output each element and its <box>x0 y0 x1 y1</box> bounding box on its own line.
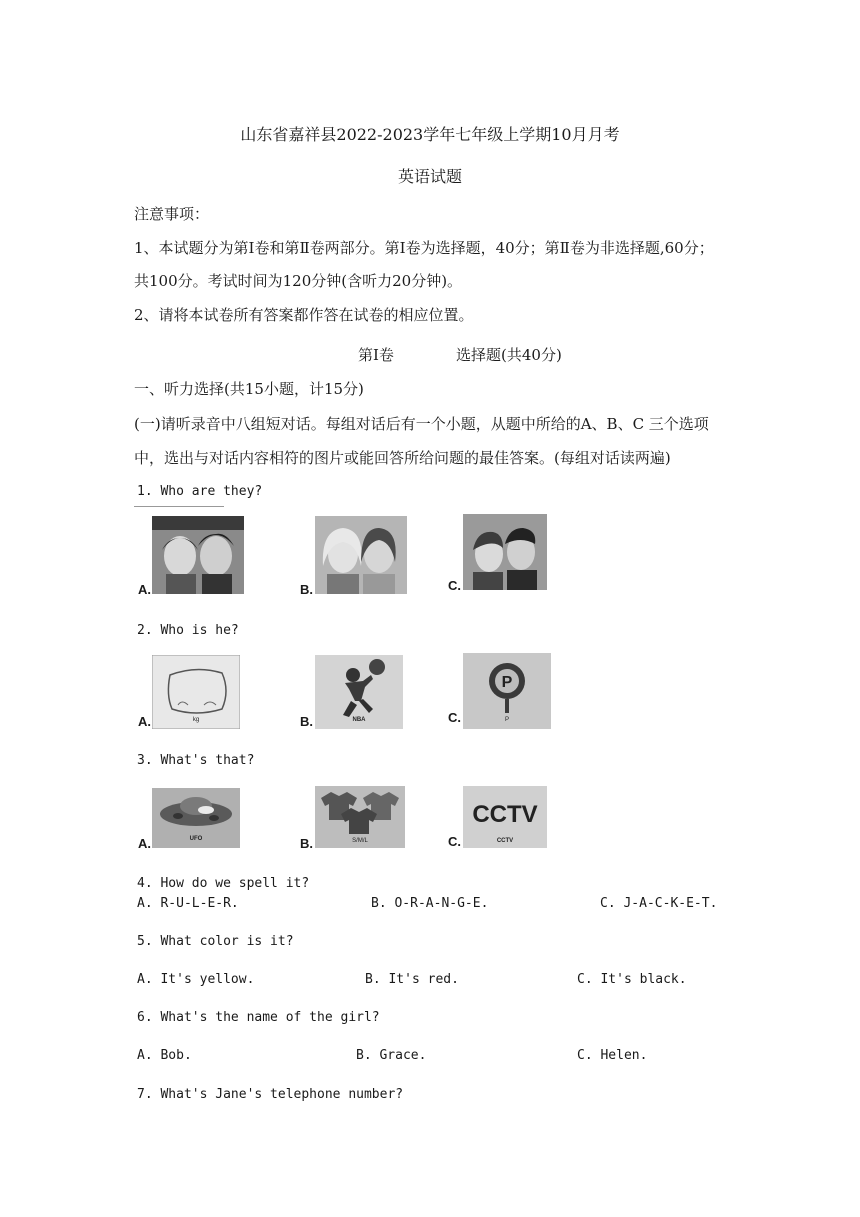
question-2-option-b-caption: NBA <box>352 717 366 723</box>
section-heading: 一、听力选择(共15小题，计15分) <box>134 380 364 398</box>
question-6-option-b[interactable]: B. Grace. <box>356 1048 427 1063</box>
question-2-option-c-letter: C. <box>448 710 461 725</box>
question-2-option-a-letter: A. <box>138 714 151 729</box>
question-1-option-c-image <box>463 514 547 590</box>
exam-subtitle: 英语试题 <box>397 167 462 186</box>
question-4-stem: 4. How do we spell it? <box>137 876 310 891</box>
question-3-option-a-caption: UFO <box>189 836 203 842</box>
question-3-option-c-letter: C. <box>448 834 461 849</box>
question-3-option-b-image <box>315 786 405 848</box>
question-4-option-c[interactable]: C. J-A-C-K-E-T. <box>600 896 718 911</box>
question-7-stem: 7. What's Jane's telephone number? <box>137 1087 404 1102</box>
question-1-underline <box>134 506 224 507</box>
question-3-option-a-image <box>152 788 240 848</box>
question-5-option-a[interactable]: A. It's yellow. <box>137 972 255 987</box>
question-2-option-a-image <box>152 655 240 729</box>
question-4-option-a[interactable]: A. R-U-L-E-R. <box>137 896 239 911</box>
question-2-option-c-image <box>463 653 551 729</box>
question-3-stem: 3. What's that? <box>137 753 255 768</box>
part-label: 第Ⅰ卷 <box>358 346 394 364</box>
exam-title: 山东省嘉祥县2022-2023学年七年级上学期10月月考 <box>240 125 620 144</box>
question-2-option-c-caption: P <box>504 717 509 723</box>
question-3-option-c-logo: CCTV <box>472 801 538 828</box>
part-title: 选择题(共40分) <box>456 346 562 364</box>
question-5-option-b[interactable]: B. It's red. <box>365 972 459 987</box>
question-1-option-a-letter: A. <box>138 582 151 597</box>
question-1-option-a-image <box>152 516 244 594</box>
question-5-stem: 5. What color is it? <box>137 934 294 949</box>
question-3-option-b-letter: B. <box>300 836 313 851</box>
question-6-stem: 6. What's the name of the girl? <box>137 1010 380 1025</box>
question-1-stem: 1. Who are they? <box>137 484 263 499</box>
question-4-option-b[interactable]: B. O-R-A-N-G-E. <box>371 896 489 911</box>
question-5-option-c[interactable]: C. It's black. <box>577 972 687 987</box>
notice-item-2: 2、请将本试卷所有答案都作答在试卷的相应位置。 <box>134 306 474 324</box>
question-2-option-b-image <box>315 655 403 729</box>
question-6-option-a[interactable]: A. Bob. <box>137 1048 192 1063</box>
question-2-option-a-caption: kg <box>192 717 200 723</box>
section-instruction-line-1: (一)请听录音中八组短对话。每组对话后有一个小题，从题中所给的A、B、C 三个选项 <box>134 415 709 433</box>
notice-item-1-line-2: 共100分。考试时间为120分钟(含听力20分钟)。 <box>134 272 463 290</box>
notice-item-1-line-1: 1、本试题分为第Ⅰ卷和第Ⅱ卷两部分。第Ⅰ卷为选择题，40分；第Ⅱ卷为非选择题,60分； <box>134 239 714 257</box>
question-6-option-c[interactable]: C. Helen. <box>577 1048 648 1063</box>
section-instruction-line-2: 中，选出与对话内容相符的图片或能回答所给问题的最佳答案。(每组对话读两遍) <box>134 449 671 467</box>
question-2-option-c-sign-letter: P <box>501 674 513 691</box>
question-2-stem: 2. Who is he? <box>137 623 239 638</box>
question-3-option-b-caption: S/M/L <box>352 838 368 844</box>
question-3-option-c-image <box>463 786 547 848</box>
question-1-option-b-letter: B. <box>300 582 313 597</box>
question-3-option-a-letter: A. <box>138 836 151 851</box>
notice-heading: 注意事项： <box>134 205 210 223</box>
question-2-option-b-letter: B. <box>300 714 313 729</box>
question-1-option-b-image <box>315 516 407 594</box>
question-1-option-c-letter: C. <box>448 578 461 593</box>
question-3-option-c-caption: CCTV <box>496 838 514 844</box>
